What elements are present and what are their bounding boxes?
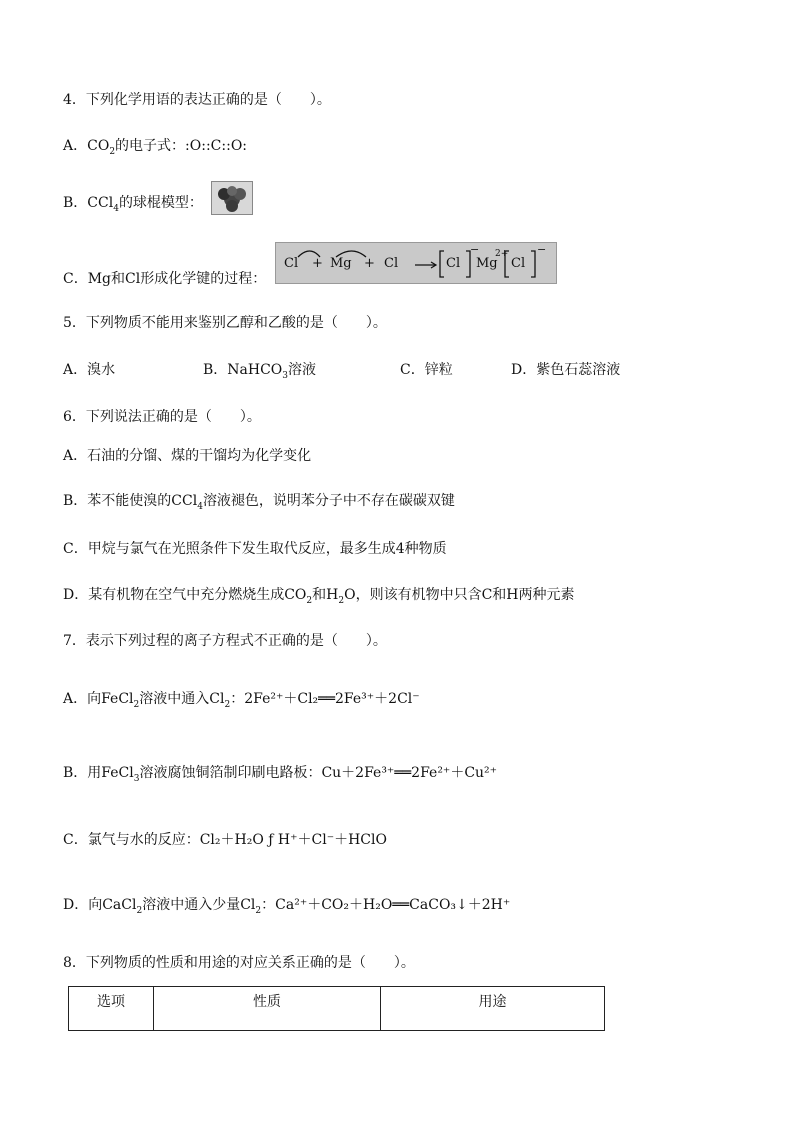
q6-b-post: 溶液褪色，说明苯分子中不存在碳碳双键 [202, 493, 455, 509]
q4-stem: 4．下列化学用语的表达正确的是（ ）。 [63, 92, 331, 108]
q7-stem: 7．表示下列过程的离子方程式不正确的是（ ）。 [63, 633, 387, 649]
table-header-row [69, 987, 605, 1031]
mech-mg: Mg [330, 256, 352, 271]
q6-b-sub: 4 [197, 501, 203, 512]
q4-option-a [63, 137, 247, 155]
q6-stem: 6．下列说法正确的是（ ）。 [63, 409, 261, 425]
table-header-cell: 性质 [154, 987, 381, 1031]
q7-a-colon: ： [230, 691, 245, 707]
q7-a-equation: 2Fe²⁺＋Cl₂══2Fe³⁺＋2Cl⁻ [244, 691, 420, 707]
q7-d-mid: 溶液中通入少量Cl [142, 897, 256, 913]
q6-b-pre: B．苯不能使溴的CCl [63, 493, 198, 509]
q7-a-sub1: 2 [133, 699, 140, 710]
q5-b-tail: 溶液 [288, 362, 317, 378]
q6-d-sub2: 2 [338, 595, 345, 606]
q5-option-d: D．紫色石蕊溶液 [511, 362, 621, 378]
q7-d-colon: ： [261, 897, 276, 913]
q5-option-a: A．溴水 [63, 362, 116, 378]
q8-stem: 8．下列物质的性质和用途的对应关系正确的是（ ）。 [63, 955, 415, 971]
mech-minus-2: − [537, 243, 547, 256]
q6-d-sub: 2 [306, 595, 313, 606]
mech-product-left-cl: Cl [446, 256, 461, 271]
q6-d-post: O，则该有机物中只含C和H两种元素 [344, 587, 575, 603]
q4-b-text: 的球棍模型： [118, 195, 203, 211]
q4-option-c: C．Mg和Cl形成化学键的过程： [63, 271, 267, 287]
q4-b-label: B．CCl [63, 195, 114, 211]
q5-b-label: B．NaHCO [203, 362, 283, 378]
q4-b-sub: 4 [113, 203, 119, 214]
q4-option-b [63, 194, 203, 212]
mech-mg-charge: 2+ [495, 249, 509, 259]
q4-a-text: 的电子式：:O::C::O: [115, 138, 248, 154]
mech-minus-1: − [470, 243, 480, 256]
q7-option-c [63, 831, 387, 849]
q7-b-equation: Cu＋2Fe³⁺══2Fe²⁺＋Cu²⁺ [321, 765, 498, 781]
mech-right-cl: Cl [384, 256, 399, 271]
q4-a-label: A．CO [63, 138, 110, 154]
q7-b-sub1: 3 [133, 773, 140, 784]
q7-option-b [63, 764, 497, 782]
q5-b-sub: 3 [282, 370, 289, 381]
mech-left-cl: Cl [284, 256, 299, 271]
table-header-cell: 选项 [69, 987, 154, 1031]
q7-d-sub2: 2 [255, 905, 262, 916]
q7-option-a [63, 690, 420, 708]
q5-option-b [203, 361, 316, 379]
mgcl2-formation-image [275, 242, 557, 284]
q7-a-mid: 溶液中通入Cl [139, 691, 225, 707]
mech-product-mg: Mg [476, 256, 498, 271]
q7-option-d [63, 896, 510, 914]
mech-plus-1: + [312, 256, 323, 271]
mech-product-right-cl: Cl [511, 256, 526, 271]
q7-d-equation: Ca²⁺＋CO₂＋H₂O══CaCO₃↓＋2H⁺ [275, 897, 511, 913]
q7-d-sub1: 2 [136, 905, 143, 916]
q6-d-mid: 和H [312, 587, 339, 603]
q7-b-pre: B．用FeCl [63, 765, 134, 781]
q6-option-d [63, 586, 575, 604]
q6-option-c: C．甲烷与氯气在光照条件下发生取代反应，最多生成4种物质 [63, 541, 447, 557]
q7-b-mid: 溶液腐蚀铜箔制印刷电路板： [139, 765, 322, 781]
q7-a-sub2: 2 [224, 699, 231, 710]
q6-d-pre: D．某有机物在空气中充分燃烧生成CO [63, 587, 307, 603]
table-header-cell: 用途 [381, 987, 605, 1031]
q7-c-pre: C．氯气与水的反应： [63, 832, 200, 848]
q4-a-sub: 2 [109, 146, 116, 157]
q5-option-c: C．锌粒 [400, 362, 453, 378]
q6-option-b [63, 492, 455, 510]
mech-plus-2: + [364, 256, 375, 271]
q8-table [68, 986, 605, 1031]
q6-option-a: A．石油的分馏、煤的干馏均为化学变化 [63, 448, 312, 464]
ccl4-ball-model-image [211, 181, 253, 215]
q5-stem: 5．下列物质不能用来鉴别乙醇和乙酸的是（ ）。 [63, 315, 387, 331]
q7-c-equation: Cl₂＋H₂O ƒ H⁺＋Cl⁻＋HClO [199, 832, 387, 848]
q7-d-pre: D．向CaCl [63, 897, 137, 913]
q7-a-pre: A．向FeCl [63, 691, 134, 707]
